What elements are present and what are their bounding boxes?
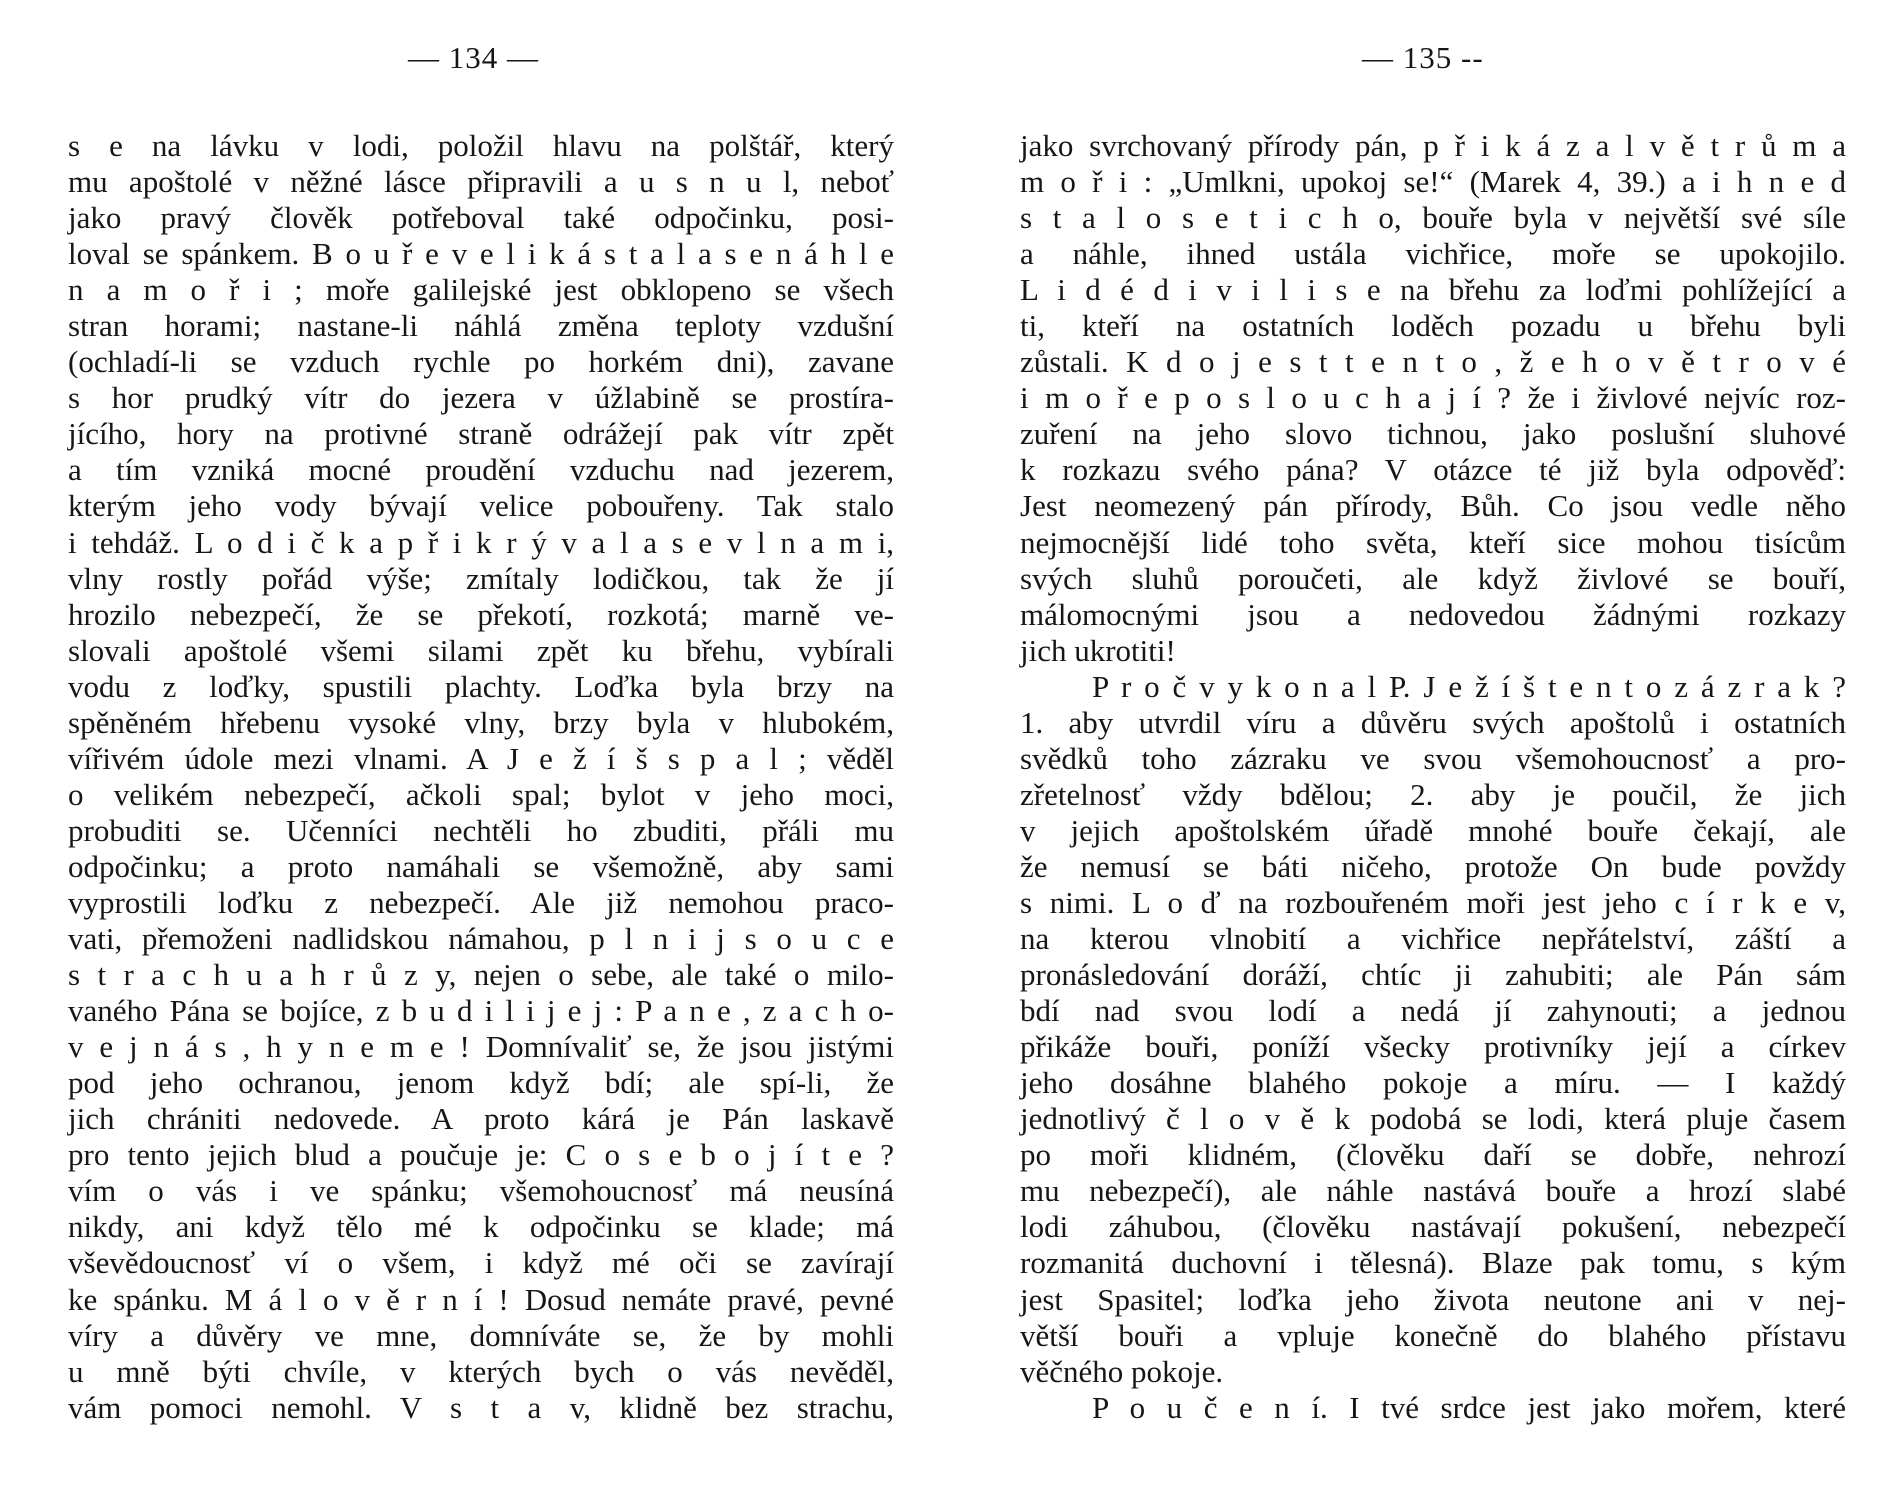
text-line: vyprostili loďku z nebezpečí. Ale již nemohou praco- [68, 884, 894, 920]
text-line: větší bouři a vpluje konečně do blahého přístavu [1020, 1317, 1846, 1353]
text-line: loval se spánkem. B o u ř e v e l i k á s t a l a s e n á h l e [68, 236, 894, 272]
text-line: m o ř i : „Umlkni, upokoj se!“ (Marek 4, 39.) a i h n e d [1020, 164, 1846, 200]
text-line: mu nebezpečí), ale náhle nastává bouře a hrozí slabé [1020, 1173, 1846, 1209]
text-line: slovali apoštolé všemi silami zpět ku břehu, vybírali [68, 632, 894, 668]
text-line: stran horami; nastane-li náhlá změna teploty vzdušní [68, 308, 894, 344]
text-line: zůstali. K d o j e s t t e n t o , ž e h o v ě t r o v é [1020, 344, 1846, 380]
text-line: jeho dosáhne blahého pokoje a míru. — I každý [1020, 1065, 1846, 1101]
text-line: i tehdáž. L o d i č k a p ř i k r ý v a l a s e v l n a m i, [68, 524, 894, 560]
text-line: s e na lávku v lodi, položil hlavu na polštář, který [68, 128, 894, 163]
text-line: jícího, hory na protivné straně odrážejí pak vítr zpět [68, 416, 894, 452]
text-line: s nimi. L o ď na rozbouřeném moři jest jeho c í r k e v, [1020, 884, 1846, 920]
text-line: k rozkazu svého pána? V otázce té již byla odpověď: [1020, 452, 1846, 488]
page-number: — 134 — [408, 40, 539, 75]
text-line: lodi záhubou, (člověku nastávají pokušení, nebezpečí [1020, 1209, 1846, 1245]
text-line: vodu z loďky, spustili plachty. Loďka byla brzy na [68, 668, 894, 704]
text-line: ti, kteří na ostatních loděch pozadu u břehu byli [1020, 308, 1846, 344]
text-line: ke spánku. M á l o v ě r n í ! Dosud nemáte pravé, pevné [68, 1281, 894, 1317]
text-line: málomocnými jsou a nedovedou žádnými rozkazy [1020, 596, 1846, 632]
text-line: 1. aby utvrdil víru a důvěru svých apoštolů i ostatních [1020, 704, 1846, 740]
text-line: probuditi se. Učenníci nechtěli ho zbuditi, přáli mu [68, 812, 894, 848]
text-line: přikáže bouři, poníží všecky protivníky její a církev [1020, 1029, 1846, 1065]
text-line: a náhle, ihned ustála vichřice, moře se upokojilo. [1020, 236, 1846, 272]
text-line: (ochladí-li se vzduch rychle po horkém dni), zavane [68, 344, 894, 380]
text-line: bdí nad svou lodí a nedá jí zahynouti; a jednou [1020, 993, 1846, 1029]
text-line: i m o ř e p o s l o u c h a j í ? že i živlové nejvíc roz- [1020, 380, 1846, 416]
text-line: jednotlivý č l o v ě k podobá se lodi, která pluje časem [1020, 1101, 1846, 1137]
text-line: nikdy, ani když tělo mé k odpočinku se klade; má [68, 1209, 894, 1245]
text-line: vířivém údole mezi vlnami. A J e ž í š s p a l ; věděl [68, 740, 894, 776]
text-line: jako svrchovaný přírody pán, p ř i k á z a l v ě t r ů m a [1020, 128, 1846, 163]
text-line: pod jeho ochranou, jenom když bdí; ale spí-li, že [68, 1065, 894, 1101]
text-line: že nemusí se báti ničeho, protože On bude povždy [1020, 848, 1846, 884]
text-line: vaného Pána se bojíce, z b u d i l i j e j : P a n e , z a c h o- [68, 993, 894, 1029]
text-line: pro tento jejich blud a poučuje je: C o s e b o j í t e ? [68, 1137, 894, 1173]
text-line: vím o vás i ve spánku; všemohoucnosť má neusíná [68, 1173, 894, 1209]
text-line: na kterou vlnobití a vichřice nepřátelství, záští a [1020, 921, 1846, 957]
text-line: spěněném hřebenu vysoké vlny, brzy byla v hlubokém, [68, 704, 894, 740]
text-line: rozmanitá duchovní i tělesná). Blaze pak tomu, s kým [1020, 1245, 1846, 1281]
text-line: pronásledování doráží, chtíc ji zahubiti; ale Pán sám [1020, 957, 1846, 993]
text-line: n a m o ř i ; moře galilejské jest obklopeno se všech [68, 272, 894, 308]
text-line: o velikém nebezpečí, ačkoli spal; bylot v jeho moci, [68, 776, 894, 812]
text-line: jako pravý člověk potřeboval také odpočinku, posi- [68, 200, 894, 236]
text-line: svědků toho zázraku ve svou všemohoucnosť a pro- [1020, 740, 1846, 776]
text-line: v jejich apoštolském úřadě mnohé bouře čekají, ale [1020, 812, 1846, 848]
text-line: Jest neomezený pán přírody, Bůh. Co jsou vedle něho [1020, 488, 1846, 524]
text-line: jest Spasitel; loďka jeho života neutone ani v nej- [1020, 1281, 1846, 1317]
page-text [68, 128, 894, 1426]
text-line: P r o č v y k o n a l P. J e ž í š t e n t o z á z r a k ? [1092, 668, 1846, 704]
text-line: zřetelnosť vždy bdělou; 2. aby je poučil, že jich [1020, 776, 1846, 812]
text-line: víry a důvěry ve mne, domníváte se, že by mohli [68, 1317, 894, 1353]
page-text [1020, 128, 1846, 1426]
text-line: s hor prudký vítr do jezera v úžlabině se prostíra- [68, 380, 894, 416]
text-line: L i d é d i v i l i s e na břehu za loďmi pohlížející a [1020, 272, 1846, 308]
text-line: nejmocnější lidé toho světa, kteří sice mohou tisícům [1020, 524, 1846, 560]
text-line: vám pomoci nemohl. V s t a v, klidně bez strachu, [68, 1389, 894, 1425]
text-line: v e j n á s , h y n e m e ! Domnívaliť se, že jsou jistými [68, 1029, 894, 1065]
text-line: u mně býti chvíle, v kterých bych o vás nevěděl, [68, 1353, 894, 1389]
text-line: kterým jeho vody bývají velice pobouřeny. Tak stalo [68, 488, 894, 524]
text-line: mu apoštolé v něžné lásce připravili a u s n u l, neboť [68, 164, 894, 200]
text-line: odpočinku; a proto namáhali se všemožně, aby sami [68, 848, 894, 884]
right-page [950, 0, 1900, 1500]
text-line: jich chrániti nedovede. A proto kárá je Pán laskavě [68, 1101, 894, 1137]
text-line: vlny rostly pořád výše; zmítaly lodičkou, tak že jí [68, 560, 894, 596]
page-number: — 135 -- [1362, 40, 1484, 75]
text-line: hrozilo nebezpečí, že se překotí, rozkotá; marně ve- [68, 596, 894, 632]
text-line: vati, přemoženi nadlidskou námahou, p l n i j s o u c e [68, 921, 894, 957]
text-line: P o u č e n í. I tvé srdce jest jako mořem, které [1092, 1389, 1846, 1425]
text-line: svých sluhů poroučeti, ale když živlové se bouří, [1020, 560, 1846, 596]
text-line: s t a l o s e t i c h o, bouře byla v největší své síle [1020, 200, 1846, 236]
text-line: po moři klidném, (člověku daří se dobře, nehrozí [1020, 1137, 1846, 1173]
text-line: a tím vzniká mocné proudění vzduchu nad jezerem, [68, 452, 894, 488]
text-line: s t r a c h u a h r ů z y, nejen o sebe, ale také o milo- [68, 957, 894, 993]
text-line: jich ukrotiti! [1020, 632, 1176, 668]
text-line: zuření na jeho slovo tichnou, jako poslušní sluhové [1020, 416, 1846, 452]
text-line: vševědoucnosť ví o všem, i když mé oči se zavírají [68, 1245, 894, 1281]
text-line: věčného pokoje. [1020, 1353, 1224, 1389]
